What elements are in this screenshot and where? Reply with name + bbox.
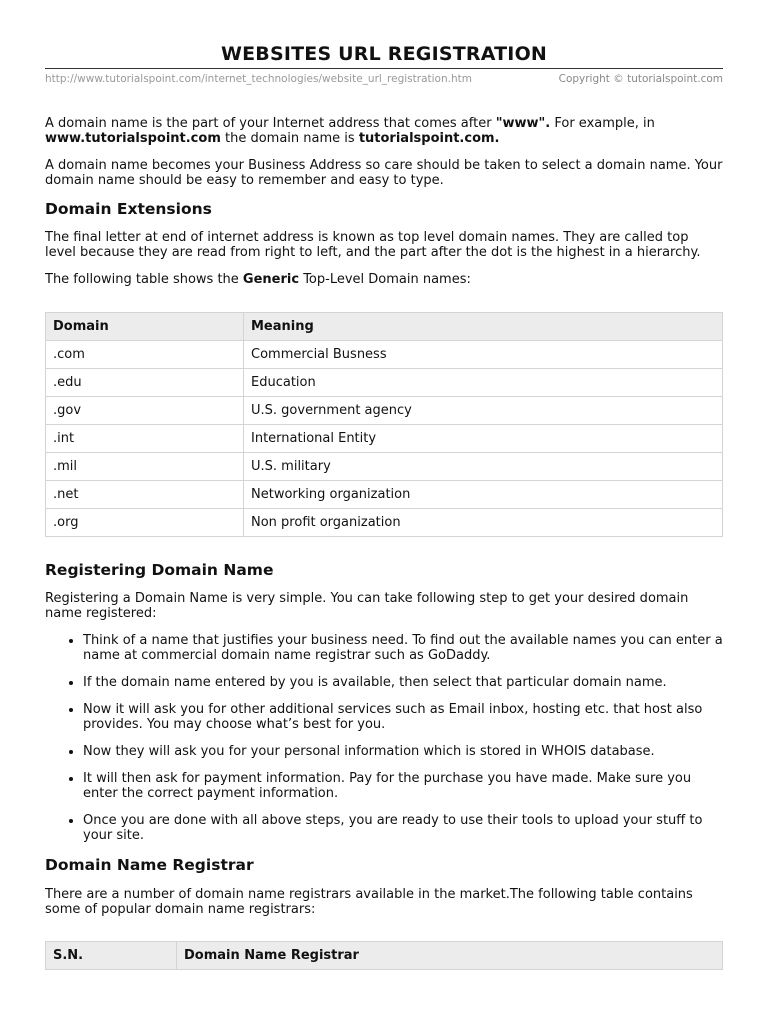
domain-cell: .int: [46, 425, 244, 453]
meaning-cell: International Entity: [244, 425, 723, 453]
gtld-table: [45, 312, 723, 537]
source-url[interactable]: http://www.tutorialspoint.com/internet_technologies/website_url_registration.htm: [45, 73, 472, 85]
intro-paragraph-1: A domain name is the part of your Internet address that comes after "www". For example, in www.tutorialspoint.com the domain name is tutorialspoint.com.: [45, 116, 655, 146]
section-heading-registering: Registering Domain Name: [45, 561, 274, 579]
table-row: [46, 453, 723, 481]
meaning-cell: Commercial Busness: [244, 341, 723, 369]
domain-cell: .com: [46, 341, 244, 369]
list-item: • If the domain name entered by you is available, then select that particular domain name.: [83, 675, 723, 690]
table-header-row: [46, 313, 723, 341]
table-row: [46, 509, 723, 537]
meaning-cell: Education: [244, 369, 723, 397]
meaning-cell: Networking organization: [244, 481, 723, 509]
registrar-table: [45, 941, 723, 970]
table-row: [46, 369, 723, 397]
section-heading-registrar: Domain Name Registrar: [45, 856, 254, 874]
registering-paragraph: Registering a Domain Name is very simple. You can take following step to get your desired domain name registered:: [45, 591, 689, 621]
list-item: • Now they will ask you for your personal information which is stored in WHOIS database.: [83, 744, 723, 759]
page-title: WEBSITES URL REGISTRATION: [220, 43, 548, 65]
copyright-notice: Copyright © tutorialspoint.com: [558, 73, 723, 85]
section-heading-domain-extensions: Domain Extensions: [45, 200, 212, 218]
column-header-domain: Domain: [46, 313, 244, 341]
domain-cell: .org: [46, 509, 244, 537]
meaning-cell: Non profit organization: [244, 509, 723, 537]
intro-paragraph-2: A domain name becomes your Business Address so care should be taken to select a domain name. Your domain name should be easy to remember and easy to type.: [45, 158, 723, 188]
document-page: [45, 0, 723, 970]
list-item: • Now it will ask you for other additional services such as Email inbox, hosting etc. that host also provides. You may choose what’s best for you.: [83, 702, 723, 732]
table-header-row: [46, 942, 723, 970]
registration-steps-list: [45, 633, 723, 843]
domain-cell: .net: [46, 481, 244, 509]
list-item: • Think of a name that justifies your business need. To find out the available names you can enter a name at commercial domain name registrar such as GoDaddy.: [83, 633, 723, 663]
table-row: [46, 481, 723, 509]
extensions-paragraph-2: The following table shows the Generic Top-Level Domain names:: [45, 272, 471, 287]
title-divider: [45, 68, 723, 69]
table-row: [46, 341, 723, 369]
page-meta: [45, 72, 723, 86]
table-row: [46, 397, 723, 425]
extensions-paragraph-1: The final letter at end of internet address is known as top level domain names. They are called top level because they are read from right to left, and the part after the dot is the highest in a hierarchy.: [45, 230, 701, 260]
domain-cell: .mil: [46, 453, 244, 481]
meaning-cell: U.S. government agency: [244, 397, 723, 425]
table-row: [46, 425, 723, 453]
column-header-sn: S.N.: [46, 942, 177, 970]
list-item: • Once you are done with all above steps, you are ready to use their tools to upload your stuff to your site.: [83, 813, 723, 843]
meaning-cell: U.S. military: [244, 453, 723, 481]
domain-cell: .edu: [46, 369, 244, 397]
domain-cell: .gov: [46, 397, 244, 425]
column-header-registrar: Domain Name Registrar: [177, 942, 723, 970]
column-header-meaning: Meaning: [244, 313, 723, 341]
list-item: • It will then ask for payment information. Pay for the purchase you have made. Make sure you enter the correct payment information.: [83, 771, 723, 801]
registrar-paragraph: There are a number of domain name registrars available in the market.The following table contains some of popular domain name registrars:: [45, 887, 693, 917]
